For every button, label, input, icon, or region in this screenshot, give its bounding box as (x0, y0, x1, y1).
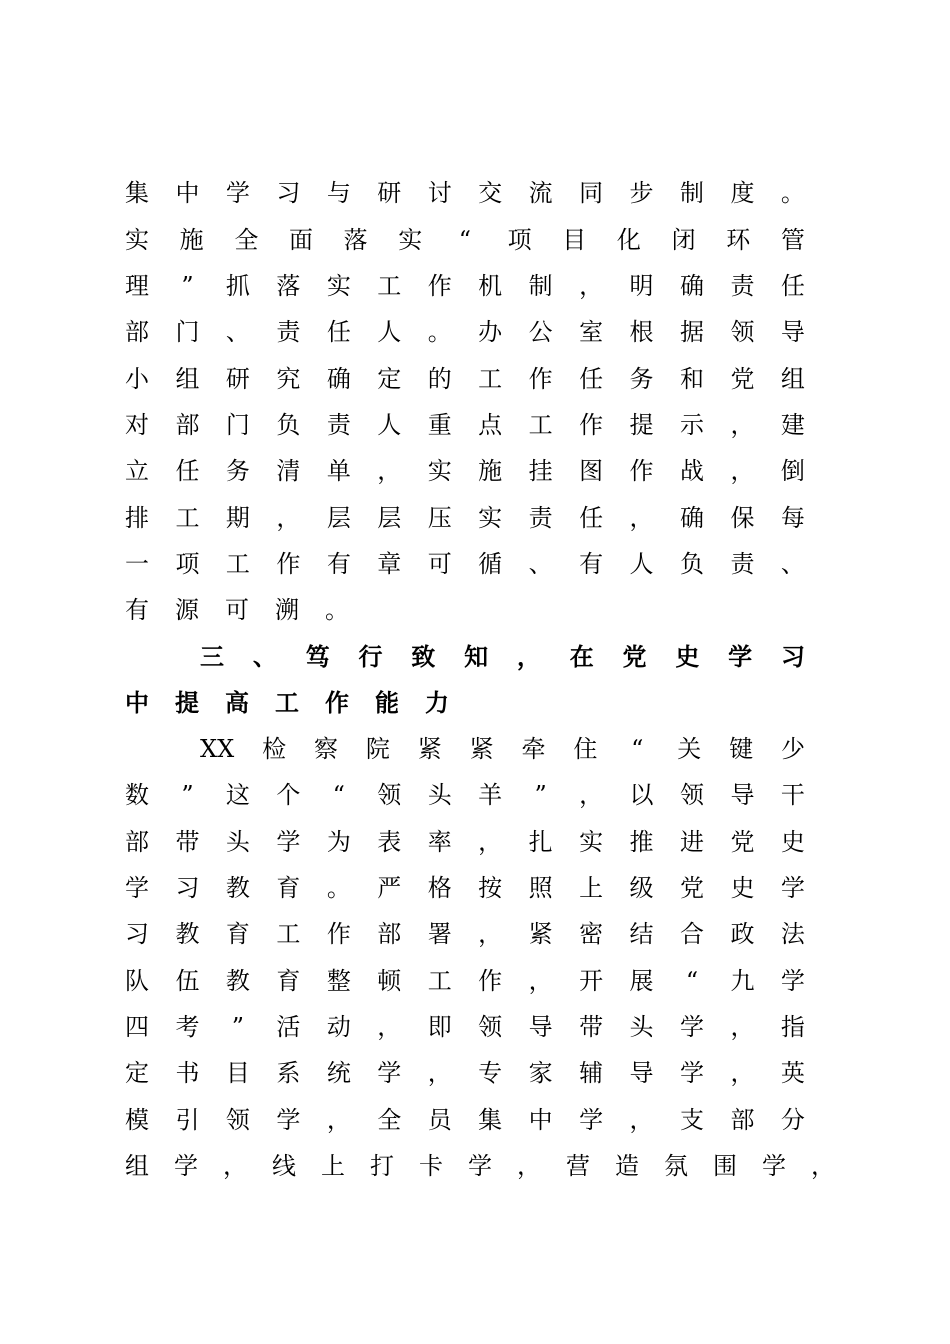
text-line: 四 考 ” 活 动 ， 即 领 导 带 头 学 ， 指 (125, 1013, 805, 1041)
text-line: 排 工 期 ， 层 层 压 实 责 任 ， 确 保 每 (125, 504, 805, 532)
text-line: 实 施 全 面 落 实 “ 项 目 化 闭 环 管 (125, 226, 805, 254)
text-line: 集 中 学 习 与 研 讨 交 流 同 步 制 度 。 (125, 179, 805, 207)
text-line: 有 源 可 溯 。 (125, 596, 349, 624)
text-line: 理 ” 抓 落 实 工 作 机 制 ， 明 确 责 任 (125, 272, 805, 300)
paragraph-first-line: XX 检 察 院 紧 紧 牵 住 “ 关 键 少 (200, 735, 805, 763)
text-line: 部 带 头 学 为 表 率 ， 扎 实 推 进 党 史 (125, 828, 805, 856)
text-line: 队 伍 教 育 整 顿 工 作 ， 开 展 “ 九 学 (125, 967, 805, 995)
text-line: 习 教 育 工 作 部 署 ， 紧 密 结 合 政 法 (125, 920, 805, 948)
text-line: 学 习 教 育 。 严 格 按 照 上 级 党 史 学 (125, 874, 805, 902)
text-line: 对 部 门 负 责 人 重 点 工 作 提 示 ， 建 (125, 411, 805, 439)
text-line: 数 ” 这 个 “ 领 头 羊 ” ， 以 领 导 干 (125, 781, 805, 809)
text-line: 定 书 目 系 统 学 ， 专 家 辅 导 学 ， 英 (125, 1059, 805, 1087)
text-line: 小 组 研 究 确 定 的 工 作 任 务 和 党 组 (125, 365, 805, 393)
text-line: 立 任 务 清 单 ， 实 施 挂 图 作 战 ， 倒 (125, 457, 805, 485)
text-line: 组 学 ， 线 上 打 卡 学 ， 营 造 氛 围 学 ， (125, 1152, 835, 1180)
text-line: 部 门 、 责 任 人 。 办 公 室 根 据 领 导 (125, 318, 805, 346)
section-heading: 三 、 笃 行 致 知 ， 在 党 史 学 习 (200, 643, 805, 671)
text-line: 一 项 工 作 有 章 可 循 、 有 人 负 责 、 (125, 550, 805, 578)
section-heading: 中 提 高 工 作 能 力 (125, 689, 449, 717)
text-line: 模 引 领 学 ， 全 员 集 中 学 ， 支 部 分 (125, 1106, 805, 1134)
